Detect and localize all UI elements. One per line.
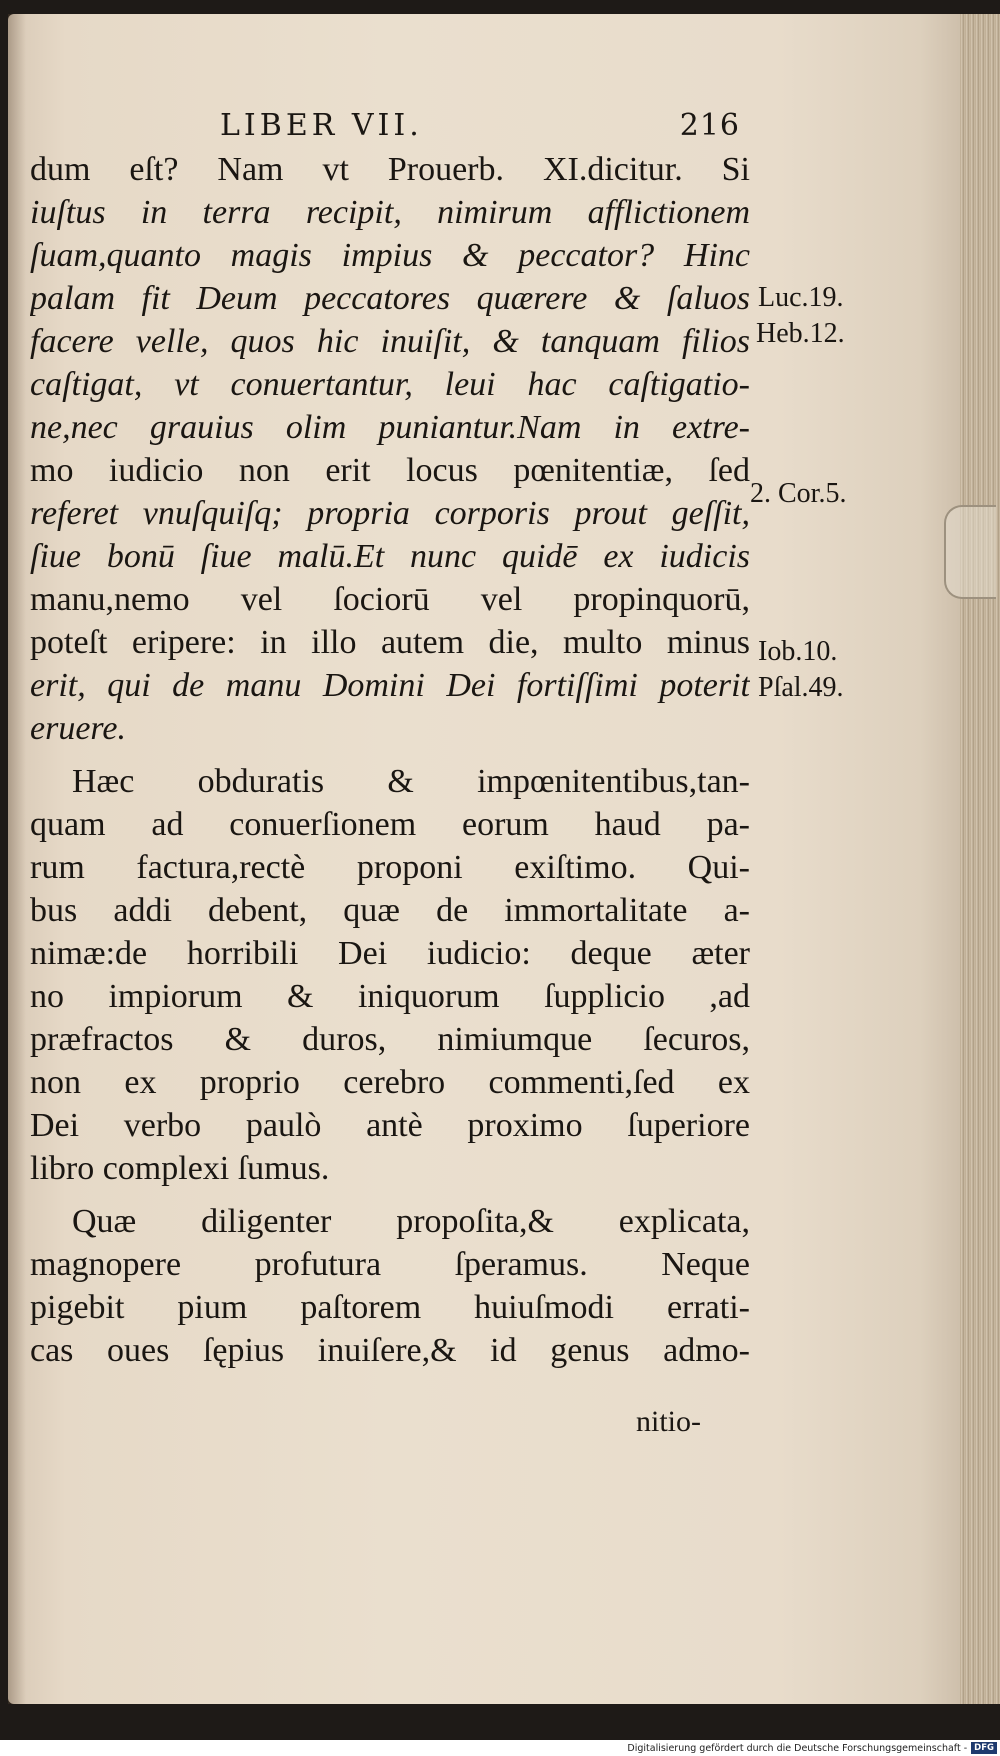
text-line: facere velle, quos hic inuiſit, & tanquam filios [30, 323, 750, 360]
text-line: ſuam,quanto magis impius & peccator? Hinc [30, 237, 750, 274]
page-fore-edge [960, 14, 1000, 1704]
text-line: Dei verbo paulò antè proximo ſuperiore [30, 1107, 750, 1144]
text-line: ſiue bonū ſiue malū.Et nunc quidē ex iudicis [30, 538, 750, 575]
text-line: cas oues ſępius inuiſere,& id genus admo- [30, 1332, 750, 1369]
margin-note-luc: Luc.19. [758, 282, 844, 313]
text-line: rum factura,rectè proponi exiſtimo. Qui- [30, 849, 750, 886]
text-line: magnopere profutura ſperamus. Neque [30, 1246, 750, 1283]
text-line: pigebit pium paſtorem huiuſmodi errati- [30, 1289, 750, 1326]
catchword: nitio- [636, 1405, 701, 1438]
text-line: bus addi debent, quæ de immortalitate a- [30, 892, 750, 929]
text-line: nimæ:de horribili Dei iudicio: deque æter [30, 935, 750, 972]
text-line: dum eſt? Nam vt Prouerb. XI.dicitur. Si [30, 151, 750, 188]
running-title: LIBER VII. [220, 108, 423, 143]
text-line: mo iudicio non erit locus pœnitentiæ, ſed [30, 452, 750, 489]
text-line: referet vnuſquiſq; propria corporis prout geſſit, [30, 495, 750, 532]
margin-note-psal: Pſal.49. [758, 672, 844, 703]
margin-note-cor: 2. Cor.5. [750, 478, 847, 509]
body-text [30, 148, 750, 1372]
text-line: non ex proprio cerebro commenti,ſed ex [30, 1064, 750, 1101]
digitization-footer [0, 1740, 1000, 1756]
text-line: caſtigat, vt conuertantur, leui hac caſtigatio- [30, 366, 750, 403]
text-line: erit, qui de manu Domini Dei fortiſſimi poterit [30, 667, 750, 704]
text-line: palam fit Deum peccatores quærere & ſaluos [30, 280, 750, 317]
footer-credit: Digitalisierung gefördert durch die Deutsche Forschungsgemeinschaft - [627, 1742, 968, 1754]
paragraph-gap [30, 750, 750, 760]
text-line: præfractos & duros, nimiumque ſecuros, [30, 1021, 750, 1058]
text-line: Hæc obduratis & impœnitentibus,tan- [72, 763, 750, 800]
text-line: Quæ diligenter propoſita,& explicata, [72, 1203, 750, 1240]
text-line: eruere. [30, 710, 126, 747]
text-line: manu,nemo vel ſociorū vel propinquorū, [30, 581, 750, 618]
margin-note-heb: Heb.12. [756, 318, 845, 349]
text-line: ne,nec grauius olim puniantur.Nam in extre- [30, 409, 750, 446]
bookmark-clip [944, 505, 996, 599]
dfg-logo: DFG [971, 1742, 997, 1754]
text-line: poteſt eripere: in illo autem die, multo minus [30, 624, 750, 661]
margin-note-iob: Iob.10. [758, 636, 838, 667]
running-head [220, 108, 740, 143]
page-number: 216 [679, 108, 740, 143]
text-line: iuſtus in terra recipit, nimirum afflictionem [30, 194, 750, 231]
text-line: no impiorum & iniquorum ſupplicio ,ad [30, 978, 750, 1015]
text-line: quam ad conuerſionem eorum haud pa- [30, 806, 750, 843]
gutter-shadow [8, 14, 26, 1704]
text-line: libro complexi ſumus. [30, 1150, 330, 1187]
paragraph-gap [30, 1190, 750, 1200]
